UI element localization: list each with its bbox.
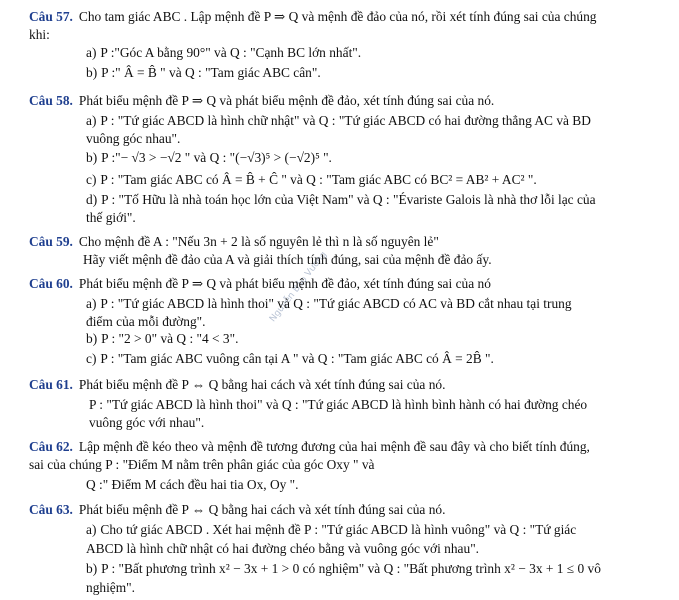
question-body: P : "Tứ giác ABCD là hình thoi" và Q : "Tứ giác ABCD là hình bình hành có hai đường chéo bbox=[89, 397, 588, 412]
question-57 bbox=[29, 9, 597, 25]
question-text: Phát biểu mệnh đề P ⇒ Q và phát biểu mệnh đề đảo, xét tính đúng sai của nó bbox=[78, 276, 491, 291]
question-text: Lập mệnh đề kéo theo và mệnh đề tương đương của hai mệnh đề sau đây và cho biết tính đúng, bbox=[78, 439, 590, 454]
question-58 bbox=[29, 93, 494, 109]
item-58c: c) P : "Tam giác ABC có Â = B̂ + Ĉ " và Q : "Tam giác ABC có BC² = AB² + AC² ". bbox=[86, 172, 537, 187]
question-body-cont: vuông góc với nhau". bbox=[89, 415, 205, 430]
question-62 bbox=[29, 439, 590, 455]
question-text: Phát biểu mệnh đề P ⇒ Q và phát biểu mệnh đề đảo, xét tính đúng sai của nó. bbox=[78, 93, 495, 108]
item-63b-cont: nghiệm". bbox=[86, 580, 135, 595]
item-58a: a) P : "Tứ giác ABCD là hình chữ nhật" và Q : "Tứ giác ABCD có hai đường thẳng AC và BD bbox=[86, 113, 591, 128]
question-number: Câu 62. bbox=[29, 439, 73, 454]
question-text-cont: Hãy viết mệnh đề đảo của A và giải thích tính đúng, sai của mệnh đề đảo ấy. bbox=[83, 252, 492, 267]
question-text: Phát biểu mệnh đề P ⇔ Q bằng hai cách và xét tính đúng sai của nó. bbox=[78, 377, 446, 392]
question-number: Câu 63. bbox=[29, 502, 73, 517]
item-58d-cont: thế giới". bbox=[86, 210, 136, 225]
question-number: Câu 58. bbox=[29, 93, 73, 108]
item-57a: a) P :"Góc A bằng 90°" và Q : "Cạnh BC lớn nhất". bbox=[86, 45, 362, 60]
item-60c: c) P : "Tam giác ABC vuông cân tại A " và Q : "Tam giác ABC có Â = 2B̂ ". bbox=[86, 351, 494, 366]
question-63 bbox=[29, 502, 445, 518]
item-58a-cont: vuông góc nhau". bbox=[86, 131, 181, 146]
question-60 bbox=[29, 276, 491, 292]
question-number: Câu 59. bbox=[29, 234, 73, 249]
item-58d: d) P : "Tố Hữu là nhà toán học lớn của Việt Nam" và Q : "Évariste Galois là nhà thơ lỗi lạc của bbox=[86, 192, 596, 207]
item-60a: a) P : "Tứ giác ABCD là hình thoi" và Q : "Tứ giác ABCD có AC và BD cắt nhau tại trung bbox=[86, 296, 572, 311]
question-text-cont: khi: bbox=[29, 27, 50, 42]
question-number: Câu 60. bbox=[29, 276, 73, 291]
question-text: Phát biểu mệnh đề P ⇔ Q bằng hai cách và xét tính đúng sai của nó. bbox=[78, 502, 446, 517]
item-57b: b) P :" Â = B̂ " và Q : "Tam giác ABC cân". bbox=[86, 65, 321, 80]
item-63b: b) P : "Bất phương trình x² − 3x + 1 > 0 có nghiệm" và Q : "Bất phương trình x² − 3x + 1 ≤ 0 vô bbox=[86, 561, 601, 576]
question-text: Cho mệnh đề A : "Nếu 3n + 2 là số nguyên lẻ thì n là số nguyên lẻ" bbox=[78, 234, 439, 249]
question-text: Cho tam giác ABC . Lập mệnh đề P ⇒ Q và mệnh đề đảo của nó, rồi xét tính đúng sai của chúng bbox=[78, 9, 597, 24]
question-61 bbox=[29, 377, 445, 393]
question-text-cont: sai của chúng P : "Điểm M nằm trên phân giác của góc Oxy " và bbox=[29, 457, 375, 472]
item-60b: b) P : "2 > 0" và Q : "4 < 3". bbox=[86, 331, 239, 346]
watermark: Nguyễn Bảo Vương bbox=[268, 249, 330, 325]
item-60a-cont: điểm của mỗi đường". bbox=[86, 314, 206, 329]
item-63a: a) Cho tứ giác ABCD . Xét hai mệnh đề P : "Tứ giác ABCD là hình vuông" và Q : "Tứ giác bbox=[86, 522, 577, 537]
question-text-cont2: Q :" Điểm M cách đều hai tia Ox, Oy ". bbox=[86, 477, 299, 492]
item-63a-cont: ABCD là hình chữ nhật có hai đường chéo bằng và vuông góc với nhau". bbox=[86, 541, 480, 556]
question-number: Câu 57. bbox=[29, 9, 73, 24]
question-59 bbox=[29, 234, 439, 250]
question-number: Câu 61. bbox=[29, 377, 73, 392]
item-58b: b) P :"− √3 > −√2 " và Q : "(−√3)⁵ > (−√2)⁵ ". bbox=[86, 150, 332, 165]
